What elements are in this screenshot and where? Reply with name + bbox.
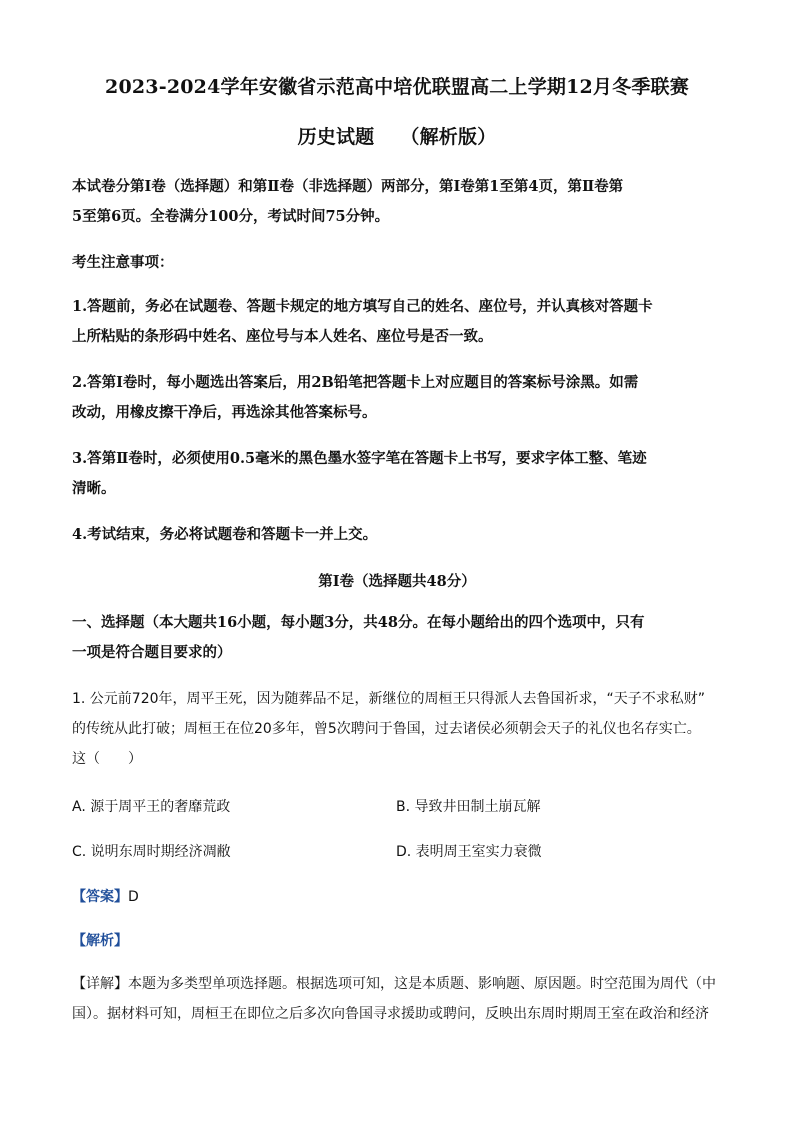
part-one-line-2: 一项是符合题目要求的） [72, 644, 232, 661]
notice-item-3 [72, 444, 724, 504]
section-heading: 第Ⅰ卷（选择题共48分） [318, 573, 476, 590]
notice-1-line-1: 1.答题前，务必在试题卷、答题卡规定的地方填写自己的姓名、座位号，并认真核对答题卡 [72, 298, 653, 315]
question-1-line-3: 这（ ） [72, 751, 142, 767]
question-1-line-2: 的传统从此打破；周桓王在位20多年，曾5次聘问于鲁国，过去诸侯必须朝会天子的礼仪也名存实亡。 [72, 721, 701, 737]
notice-heading: 考生注意事项： [72, 254, 174, 271]
analysis-line [72, 930, 128, 950]
notice-2-line-1: 2.答第Ⅰ卷时，每小题选出答案后，用2B铅笔把答题卡上对应题目的答案标号涂黑。如需 [72, 374, 639, 391]
option-b: B. 导致井田制土崩瓦解 [396, 799, 541, 815]
detail-paragraph [72, 969, 724, 1029]
answer-value: D [128, 889, 139, 905]
document-subtitle [0, 122, 794, 149]
option-c: C. 说明东周时期经济凋敝 [72, 844, 231, 860]
detail-line-1: 【详解】本题为多类型单项选择题。根据选项可知，这是本质题、影响题、原因题。时空范围为周代（中 [72, 976, 716, 992]
question-1-line-1: 1. 公元前720年，周平王死，因为随葬品不足，新继位的周桓王只得派人去鲁国祈求，“天子不求私财” [72, 691, 706, 707]
subtitle-main: 历史试题 [297, 126, 375, 148]
notice-item-1 [72, 292, 724, 352]
notice-item-4: 4.考试结束，务必将试题卷和答题卡一并上交。 [72, 526, 378, 543]
answer-tag: 【答案】 [72, 889, 128, 905]
intro-line-1: 本试卷分第Ⅰ卷（选择题）和第Ⅱ卷（非选择题）两部分，第Ⅰ卷第1至第4页，第Ⅱ卷第 [72, 178, 624, 195]
answer-line [72, 886, 139, 906]
intro-line-2: 5至第6页。全卷满分100分，考试时间75分钟。 [72, 208, 390, 225]
document-title: 2023-2024学年安徽省示范高中培优联盟高二上学期12月冬季联赛 [105, 76, 689, 98]
question-1-stem [72, 684, 724, 774]
part-one-instructions [72, 608, 724, 668]
intro-paragraph [72, 172, 724, 232]
option-a: A. 源于周平王的奢靡荒政 [72, 799, 231, 815]
option-d: D. 表明周王室实力衰微 [396, 844, 542, 860]
notice-3-line-1: 3.答第Ⅱ卷时，必须使用0.5毫米的黑色墨水签字笔在答题卡上书写，要求字体工整、笔迹 [72, 450, 647, 467]
notice-item-2 [72, 368, 724, 428]
detail-line-2: 国）。据材料可知，周桓王在即位之后多次向鲁国寻求援助或聘问，反映出东周时期周王室在政治和经济 [72, 1006, 709, 1022]
part-one-line-1: 一、选择题（本大题共16小题，每小题3分，共48分。在每小题给出的四个选项中，只有 [72, 614, 645, 631]
notice-3-line-2: 清晰。 [72, 480, 116, 497]
subtitle-edition: （解析版） [400, 126, 497, 148]
analysis-tag: 【解析】 [72, 933, 128, 949]
notice-2-line-2: 改动，用橡皮擦干净后，再选涂其他答案标号。 [72, 404, 377, 421]
notice-1-line-2: 上所粘贴的条形码中姓名、座位号与本人姓名、座位号是否一致。 [72, 328, 493, 345]
